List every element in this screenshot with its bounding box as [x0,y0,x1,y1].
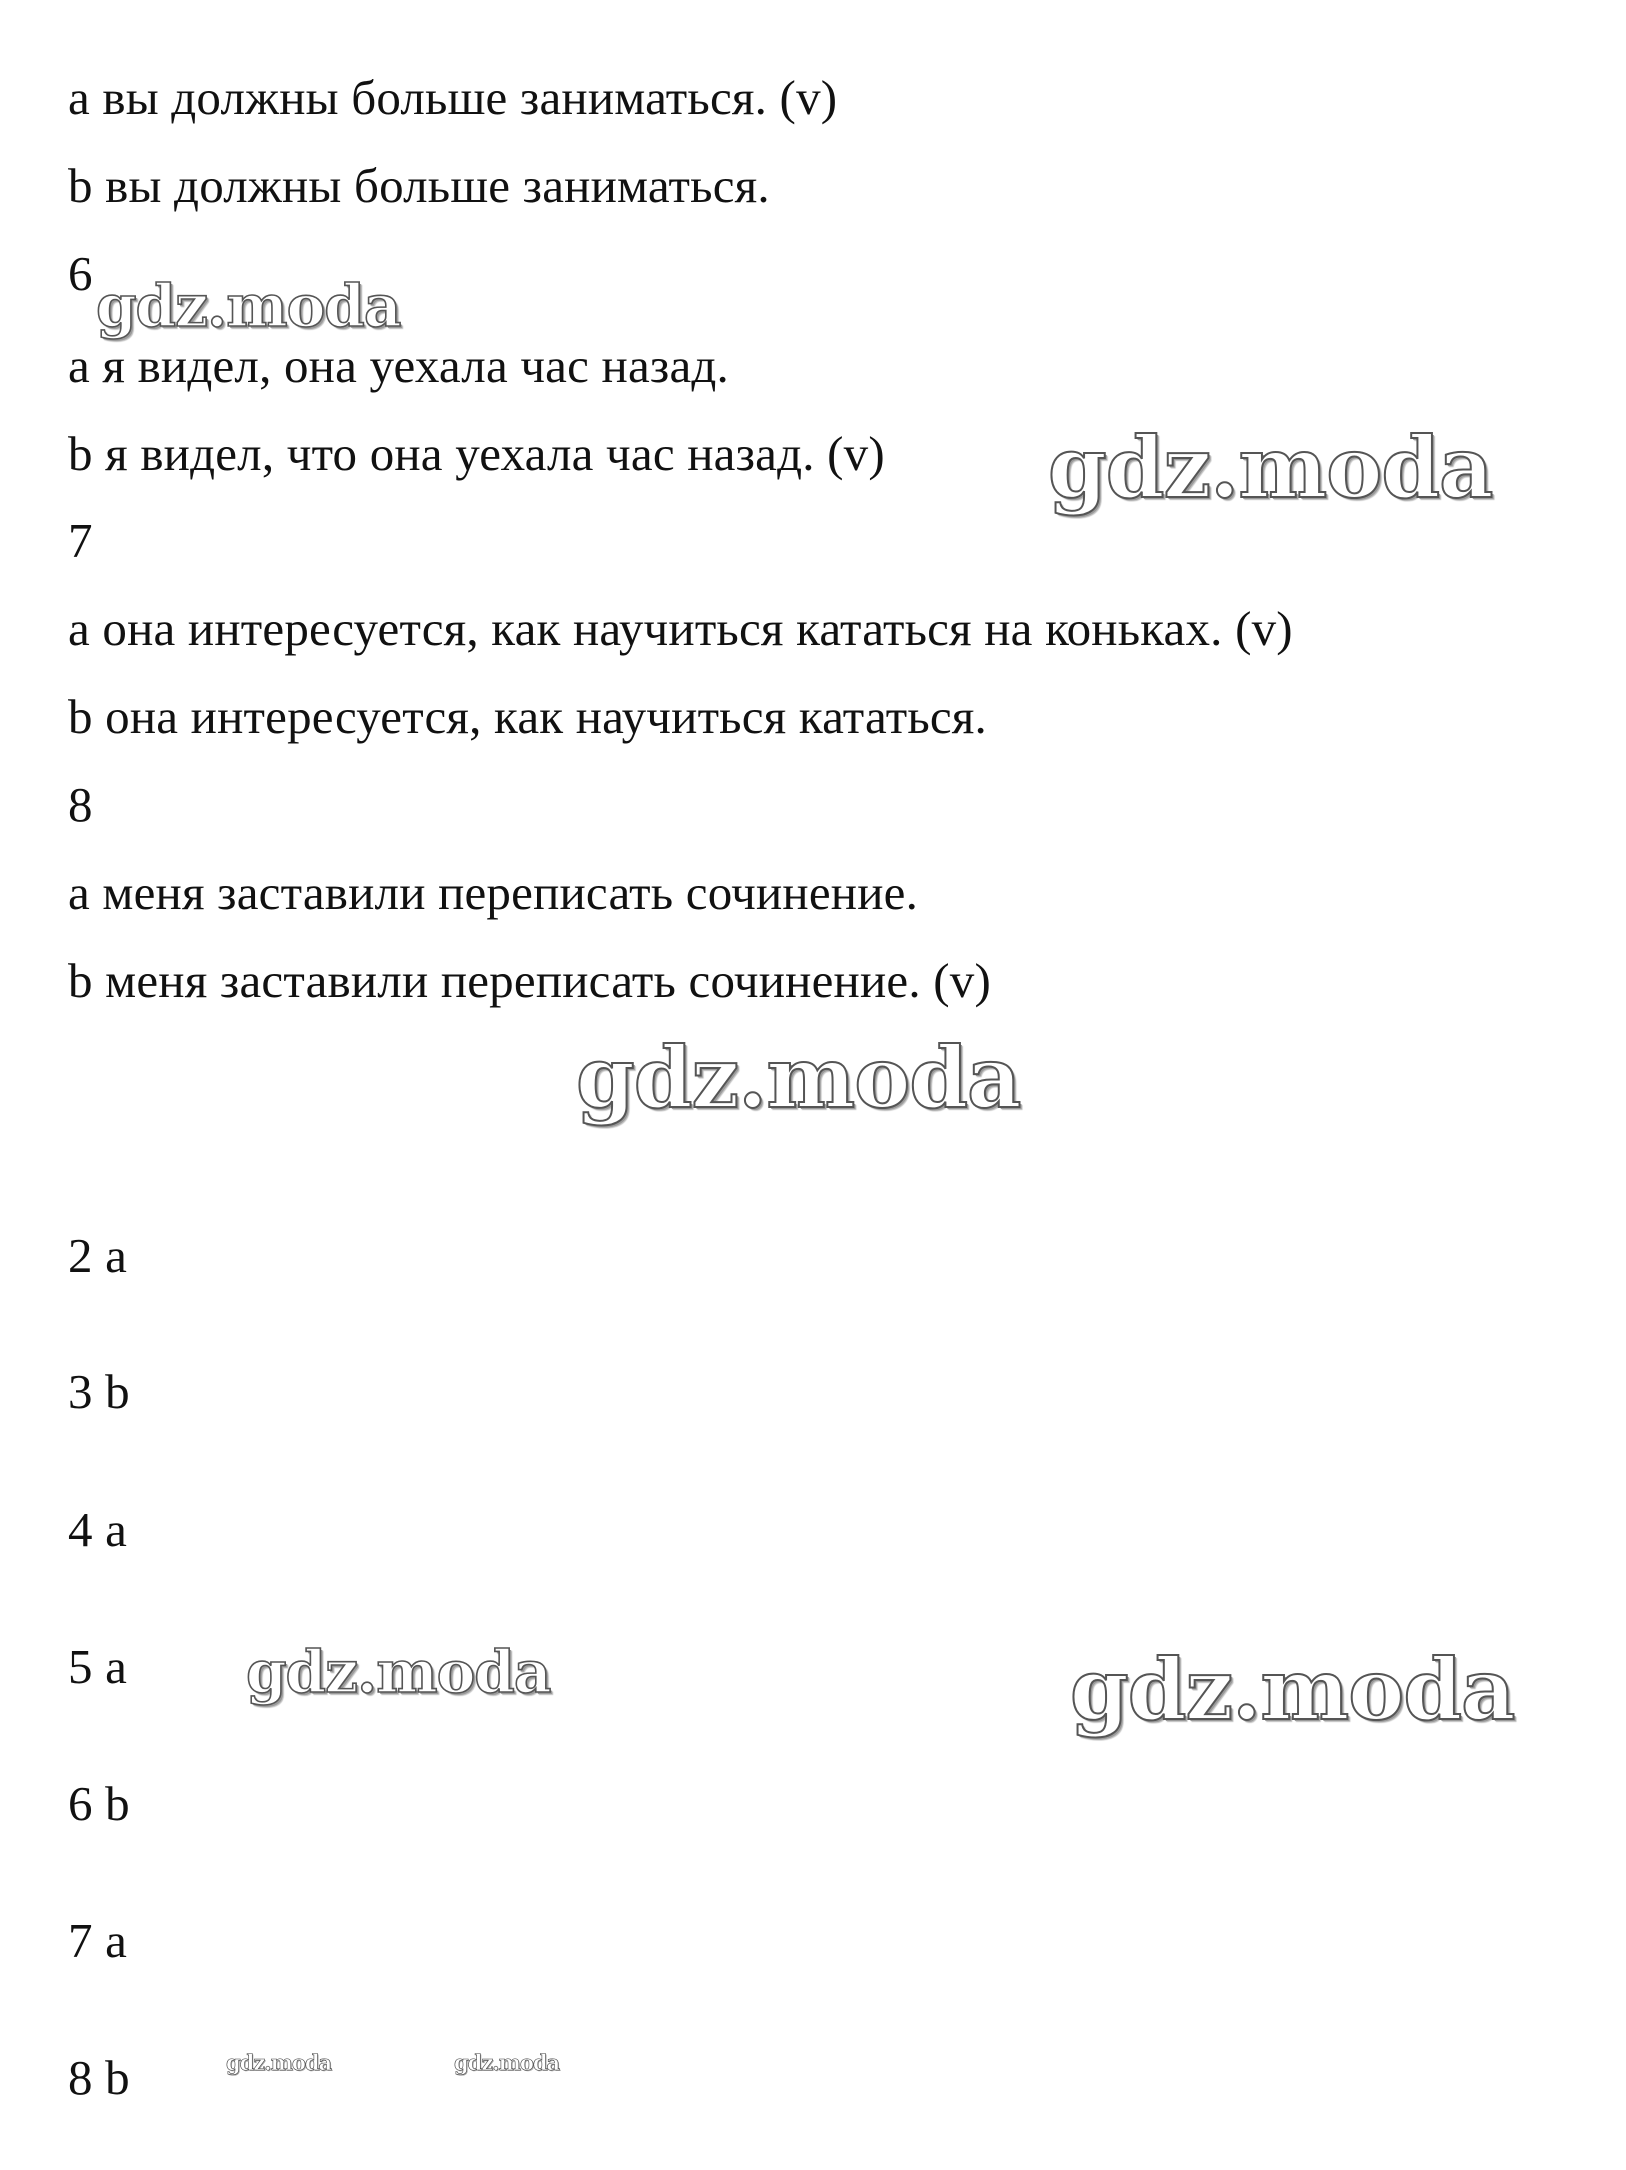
answer-item: 8 b [68,2050,130,2105]
exercise-7-number: 7 [68,513,93,568]
exercise-5-option-a: a вы должны больше заниматься. (v) [68,70,838,125]
exercise-8-number: 8 [68,777,93,832]
exercise-6-option-a: a я видел, она уехала час назад. [68,338,729,393]
exercise-6-option-b: b я видел, что она уехала час назад. (v) [68,426,885,481]
answer-item: 7 a [68,1913,128,1968]
answer-item: 4 a [68,1502,128,1557]
answer-item: 2 a [68,1228,128,1283]
watermark: gdz.moda [226,2050,332,2075]
exercise-8-option-b: b меня заставили переписать сочинение. (v) [68,953,991,1008]
exercise-7-option-a: a она интересуется, как научиться кататься на коньках. (v) [68,601,1293,656]
exercise-7-option-b: b она интересуется, как научиться кататься. [68,689,987,744]
exercise-5-option-b: b вы должны больше заниматься. [68,158,770,213]
answer-item: 5 a [68,1639,128,1694]
exercise-8-option-a: a меня заставили переписать сочинение. [68,865,919,920]
watermark: gdz.moda [246,1638,551,1706]
exercise-6-number: 6 [68,246,93,301]
watermark: gdz.moda [454,2050,560,2075]
watermark: gdz.moda [1048,418,1493,517]
answer-item: 6 b [68,1776,130,1831]
answer-item: 3 b [68,1364,130,1419]
watermark: gdz.moda [1070,1640,1515,1739]
watermark: gdz.moda [576,1028,1021,1127]
watermark: gdz.moda [96,272,401,340]
